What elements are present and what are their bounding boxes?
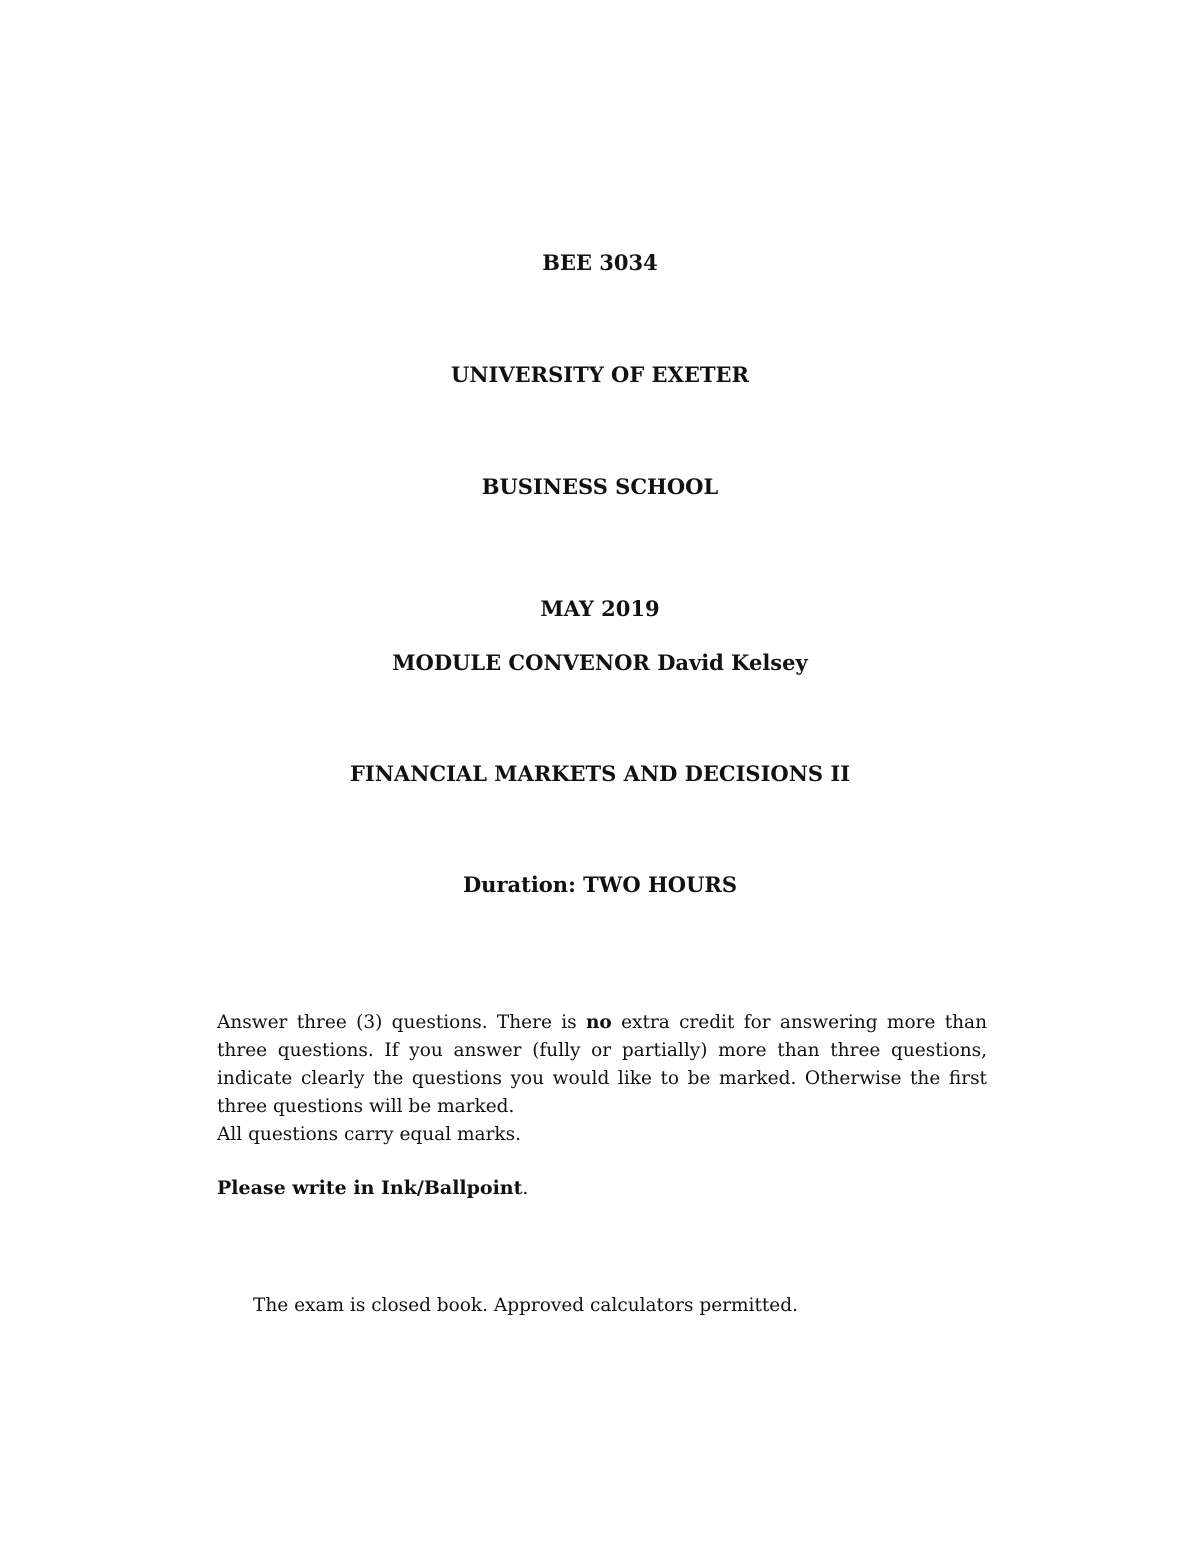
module-title: FINANCIAL MARKETS AND DECISIONS II <box>349 761 851 786</box>
answer-instructions: Answer three (3) questions. There is no extra credit for answering more than three questions. If you answer (fully or partially) more than three questions, indicate clearly the questions you would like to be marked. Otherwise the first three questions will be marked. <box>217 1012 987 1117</box>
closed-book-note: The exam is closed book. Approved calculators permitted. <box>253 1295 798 1316</box>
exam-instructions <box>217 1009 987 1149</box>
duration-label: Duration: <box>462 872 576 897</box>
convenor-name: David Kelsey <box>657 650 808 675</box>
exam-date: MAY 2019 <box>540 596 660 621</box>
exam-duration <box>0 871 1200 899</box>
emphasis-no: no <box>585 1012 612 1033</box>
convenor-label: MODULE CONVENOR <box>392 650 650 675</box>
university-name: UNIVERSITY OF EXETER <box>451 362 749 387</box>
course-code: BEE 3034 <box>542 250 658 275</box>
school-name: BUSINESS SCHOOL <box>481 474 719 499</box>
module-convenor <box>0 649 1200 677</box>
ink-instruction: Please write in Ink/Ballpoint. <box>217 1177 529 1199</box>
equal-marks-note: All questions carry equal marks. <box>217 1124 521 1145</box>
duration-value: TWO HOURS <box>583 872 738 897</box>
